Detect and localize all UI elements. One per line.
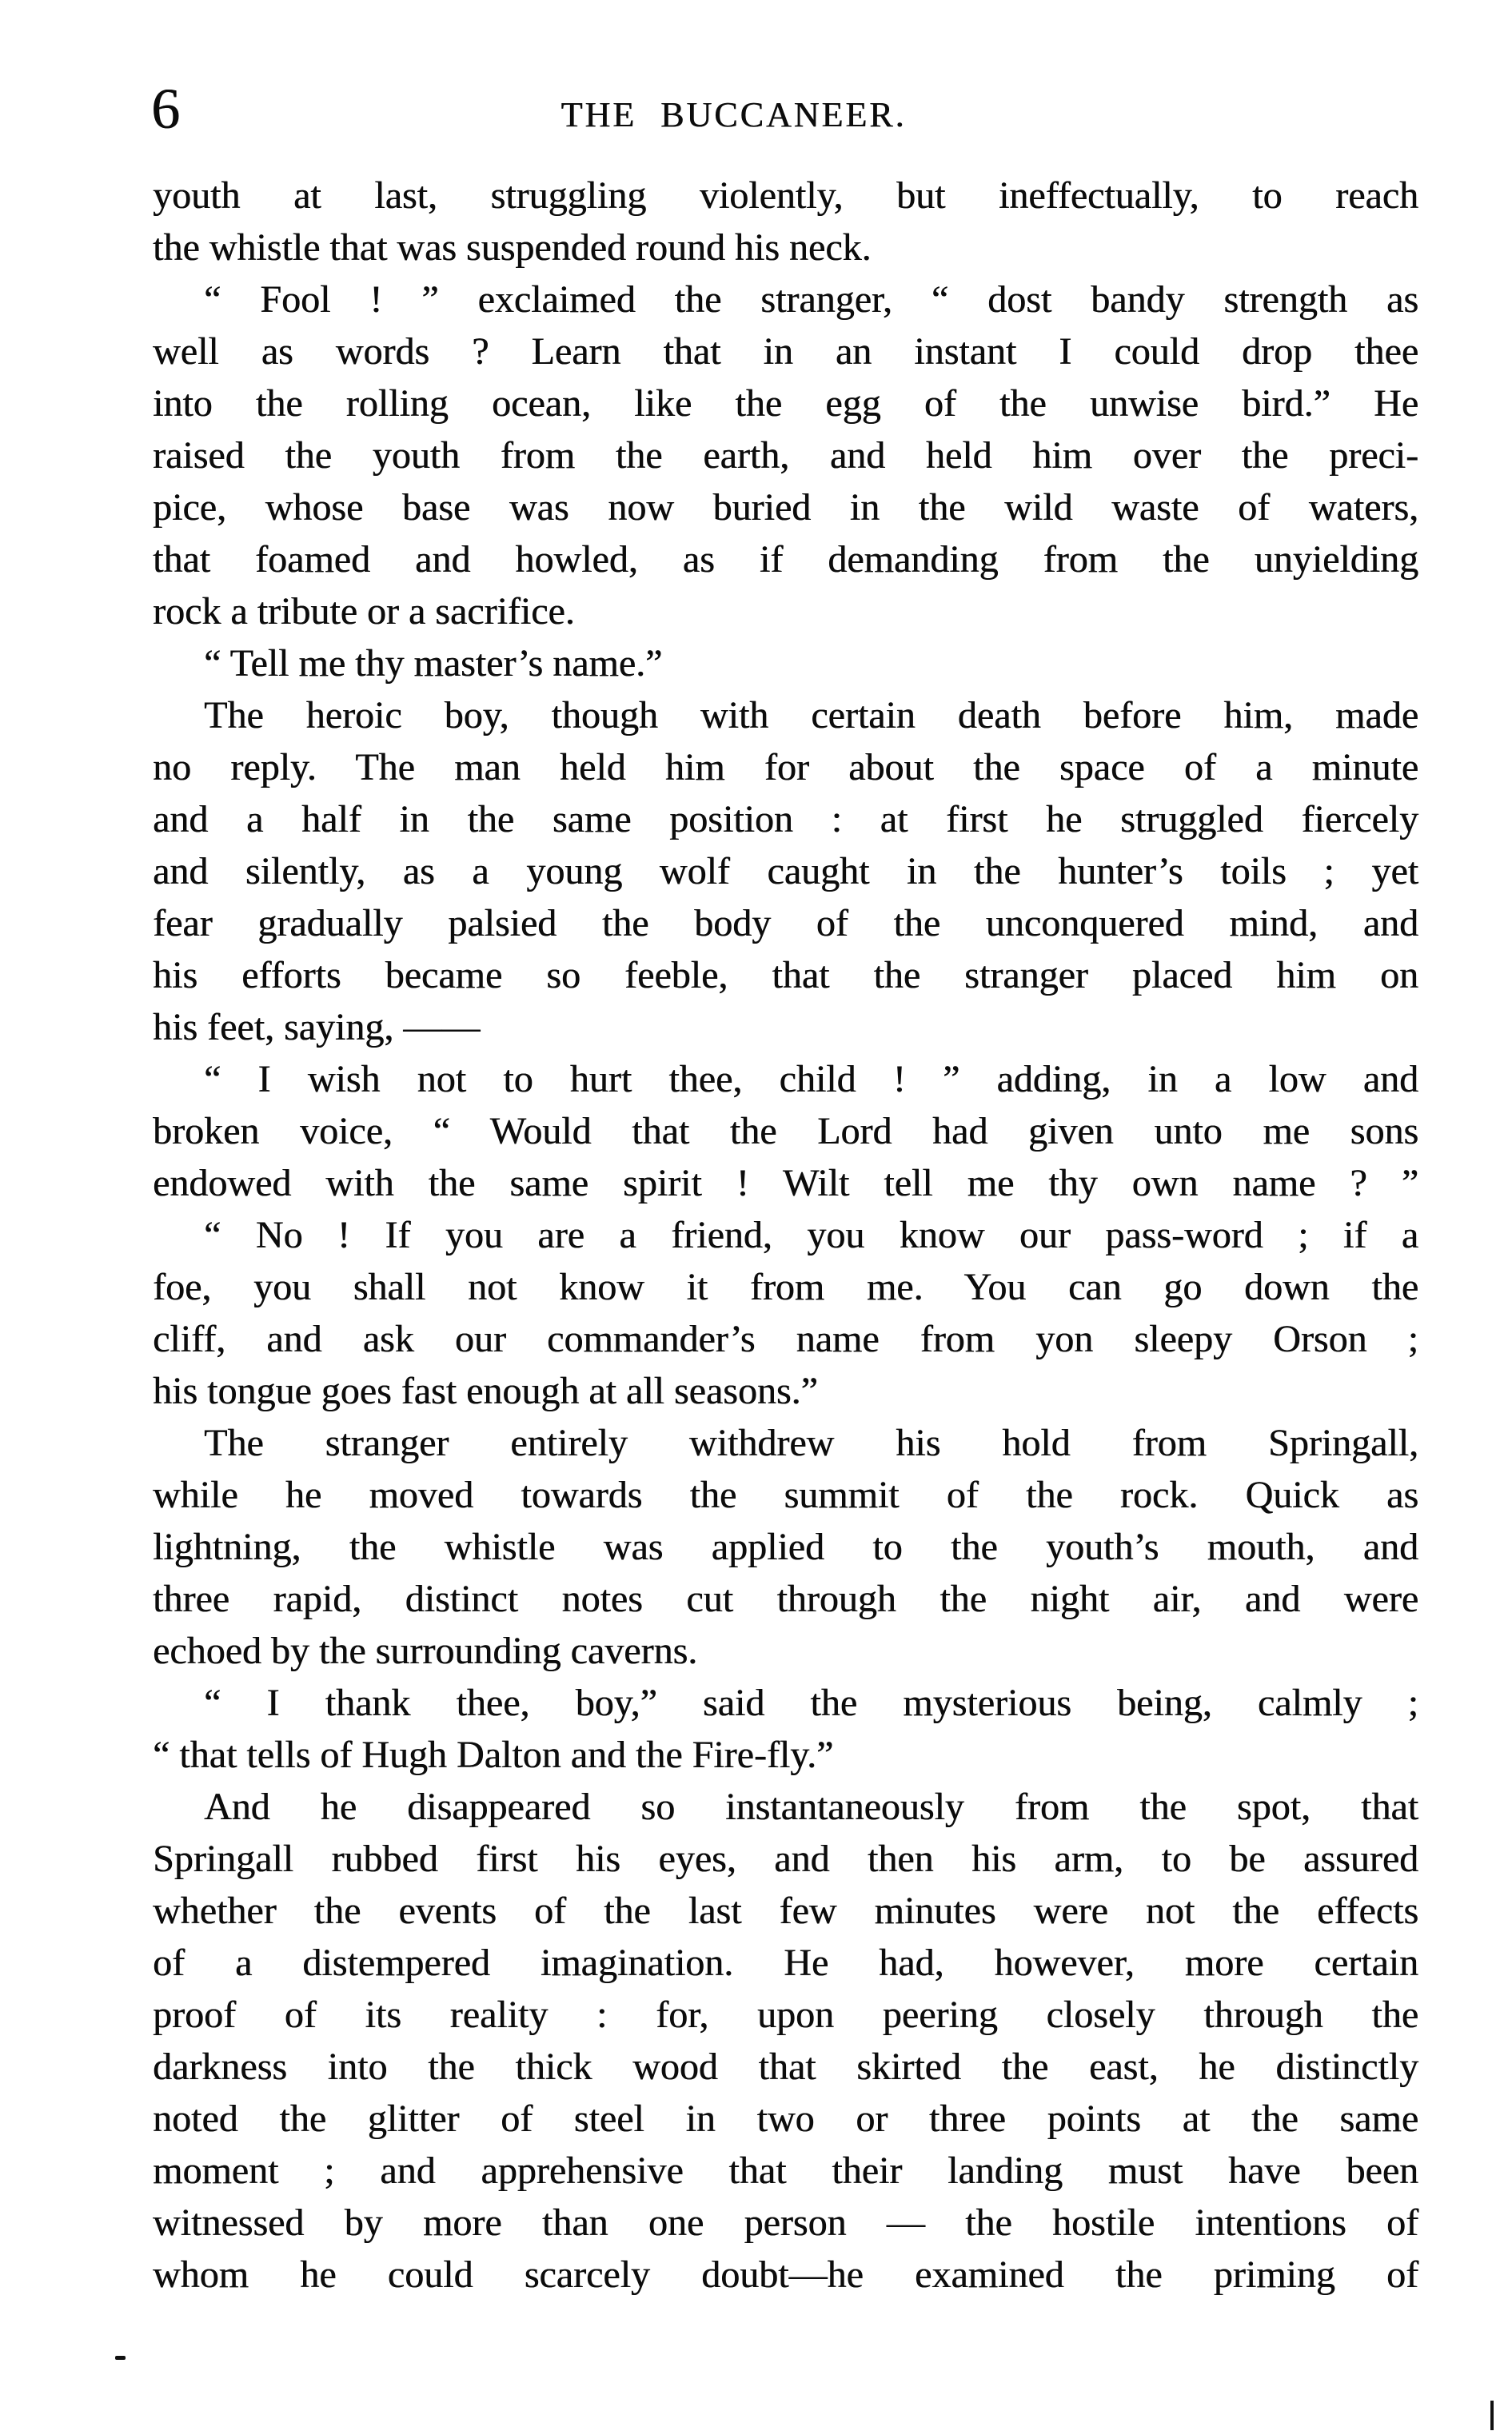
text-line: rock a tribute or a sacrifice. — [153, 590, 575, 633]
text-line: lightning, the whistle was applied to the youth’s mouth, and — [153, 1526, 1418, 1568]
text-line: “ I thank thee, boy,” said the mysterious being, calmly ; — [204, 1682, 1418, 1724]
text-line: no reply. The man held him for about the space of a minute — [153, 746, 1418, 788]
text-line: and a half in the same position : at first he struggled fiercely — [153, 798, 1418, 840]
page-number: 6 — [151, 77, 180, 141]
text-line: whom he could scarcely doubt—he examined the priming of — [153, 2253, 1418, 2296]
text-line: his efforts became so feeble, that the stranger placed him on — [153, 954, 1418, 996]
text-line: echoed by the surrounding caverns. — [153, 1630, 698, 1672]
text-line: fear gradually palsied the body of the unconquered mind, and — [153, 902, 1418, 944]
text-line: the whistle that was suspended round his neck. — [153, 226, 872, 269]
text-line: moment ; and apprehensive that their landing must have been — [153, 2150, 1418, 2192]
text-line: “ that tells of Hugh Dalton and the Fire-fly.” — [153, 1734, 834, 1776]
text-line: The heroic boy, though with certain death before him, made — [204, 694, 1418, 736]
text-line: The stranger entirely withdrew his hold from Springall, — [204, 1422, 1418, 1464]
text-line: and silently, as a young wolf caught in the hunter’s toils ; yet — [153, 850, 1418, 892]
text-line: “ Fool ! ” exclaimed the stranger, “ dost bandy strength as — [204, 278, 1418, 321]
text-line: proof of its reality : for, upon peering closely through the — [153, 1994, 1418, 2036]
text-line: cliff, and ask our commander’s name from yon sleepy Orson ; — [153, 1318, 1418, 1360]
scan-artifact-edge-line — [1490, 2401, 1494, 2430]
text-line: youth at last, struggling violently, but ineffectually, to reach — [153, 174, 1418, 217]
text-line: of a distempered imagination. He had, however, more certain — [153, 1942, 1418, 1984]
text-line: darkness into the thick wood that skirted the east, he distinctly — [153, 2046, 1418, 2088]
text-line: foe, you shall not know it from me. You can go down the — [153, 1266, 1418, 1308]
text-line: pice, whose base was now buried in the wild waste of waters, — [153, 486, 1418, 529]
text-line: witnessed by more than one person — the hostile intentions of — [153, 2201, 1418, 2244]
running-title: THE BUCCANEER. — [561, 95, 907, 134]
text-line: raised the youth from the earth, and held him over the preci- — [153, 434, 1418, 477]
text-line: three rapid, distinct notes cut through the night air, and were — [153, 1578, 1418, 1620]
text-line: “ Tell me thy master’s name.” — [204, 642, 663, 685]
text-line: his tongue goes fast enough at all seasons.” — [153, 1370, 818, 1412]
text-line: noted the glitter of steel in two or three points at the same — [153, 2098, 1418, 2140]
text-line: broken voice, “ Would that the Lord had given unto me sons — [153, 1110, 1418, 1152]
text-line: into the rolling ocean, like the egg of the unwise bird.” He — [153, 382, 1418, 425]
scan-artifact-mark — [115, 2356, 126, 2360]
text-line: that foamed and howled, as if demanding from the unyielding — [153, 538, 1418, 581]
text-line: his feet, saying, —— — [153, 1006, 481, 1048]
text-line: “ No ! If you are a friend, you know our pass-word ; if a — [204, 1214, 1418, 1256]
text-line: And he disappeared so instantaneously from the spot, that — [204, 1786, 1418, 1828]
text-line: whether the events of the last few minutes were not the effects — [153, 1890, 1418, 1932]
text-line: well as words ? Learn that in an instant I could drop thee — [153, 330, 1418, 373]
text-line: Springall rubbed first his eyes, and then his arm, to be assured — [153, 1838, 1418, 1880]
text-line: endowed with the same spirit ! Wilt tell me thy own name ? ” — [153, 1162, 1418, 1204]
text-line: while he moved towards the summit of the rock. Quick as — [153, 1474, 1418, 1516]
text-line: “ I wish not to hurt thee, child ! ” adding, in a low and — [204, 1058, 1418, 1100]
body-text — [153, 170, 1418, 2301]
